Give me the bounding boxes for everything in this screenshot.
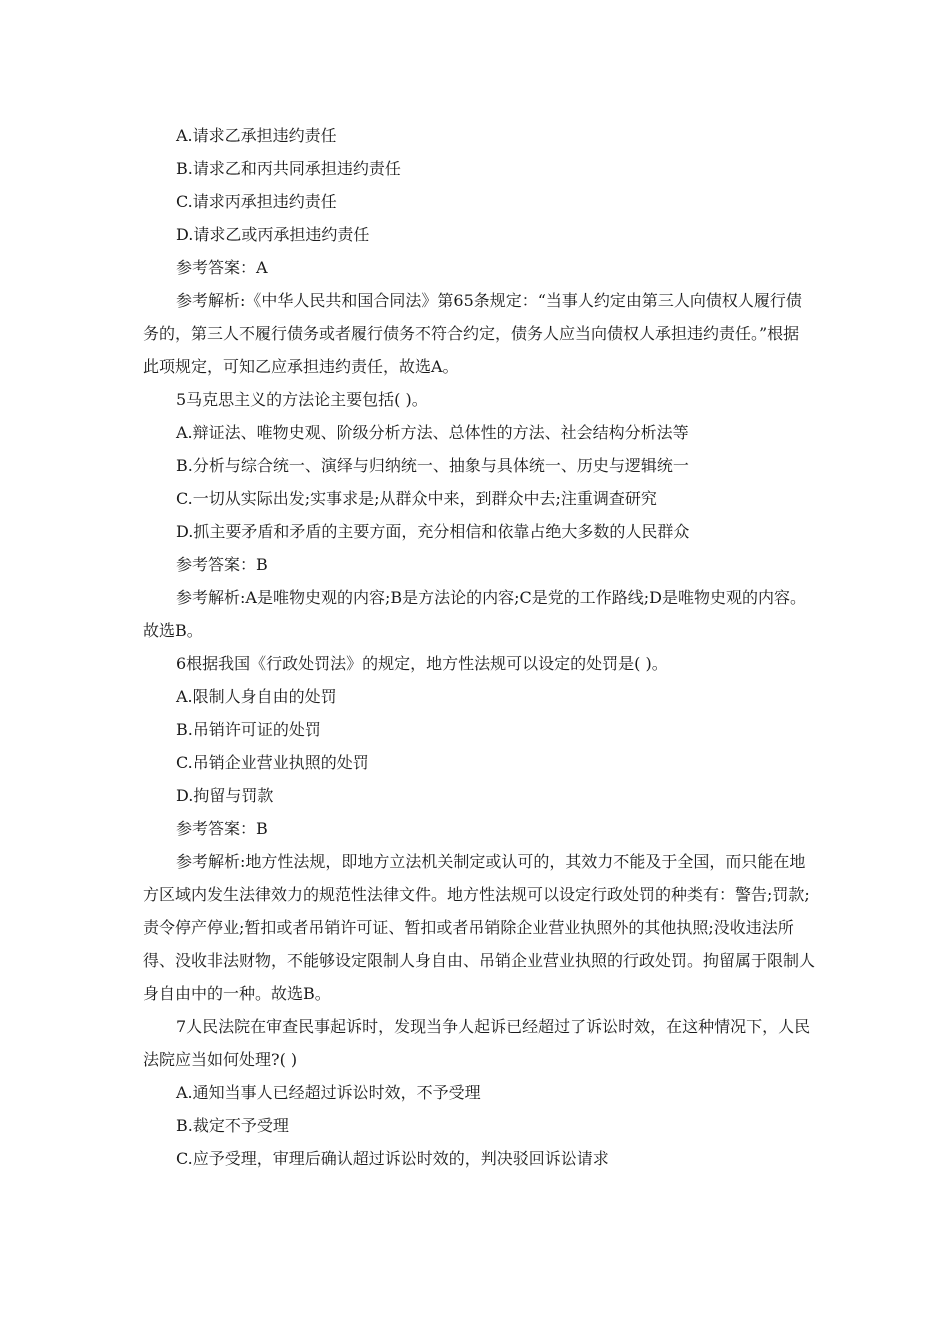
q6-option-d: D.拘留与罚款	[176, 786, 274, 805]
q7-question: 7人民法院在审查民事起诉时，发现当争人起诉已经超过了诉讼时效，在这种情况下，人民法院应当如何处理?( )	[143, 1017, 811, 1069]
q6-option-a: A.限制人身自由的处罚	[176, 687, 337, 706]
q5-option-d: D.抓主要矛盾和矛盾的主要方面，充分相信和依靠占绝大多数的人民群众	[176, 522, 690, 541]
q4-option-a: A.请求乙承担违约责任	[176, 126, 337, 145]
q5-option-b: B.分析与综合统一、演绎与归纳统一、抽象与具体统一、历史与逻辑统一	[176, 456, 689, 475]
q6-question: 6根据我国《行政处罚法》的规定，地方性法规可以设定的处罚是( )。	[176, 654, 668, 673]
q6-answer: 参考答案：B	[176, 819, 268, 838]
q6-explanation: 参考解析:地方性法规，即地方立法机关制定或认可的，其效力不能及于全国，而只能在地方区域内发生法律效力的规范性法律文件。地方性法规可以设定行政处罚的种类有：警告;罚款;责令停产停业;暂扣或者吊销许可证、暂扣或者吊销除企业营业执照外的其他执照;没收违法所得、没收非法财物，不能够设定限制人身自由、吊销企业营业执照的行政处罚。拘留属于限制人身自由中的一种。故选B。	[143, 852, 816, 1003]
q5-explanation: 参考解析:A是唯物史观的内容;B是方法论的内容;C是党的工作路线;D是唯物史观的内容。故选B。	[143, 588, 806, 640]
q4-option-c: C.请求丙承担违约责任	[176, 192, 337, 211]
q7-option-b: B.裁定不予受理	[176, 1116, 289, 1135]
document-body	[143, 119, 815, 1175]
q5-option-a: A.辩证法、唯物史观、阶级分析方法、总体性的方法、社会结构分析法等	[176, 423, 689, 442]
q7-option-a: A.通知当事人已经超过诉讼时效，不予受理	[176, 1083, 481, 1102]
q6-option-b: B.吊销许可证的处罚	[176, 720, 321, 739]
q4-option-b: B.请求乙和丙共同承担违约责任	[176, 159, 401, 178]
q6-option-c: C.吊销企业营业执照的处罚	[176, 753, 369, 772]
q4-option-d: D.请求乙或丙承担违约责任	[176, 225, 370, 244]
q4-explanation: 参考解析:《中华人民共和国合同法》第65条规定：“当事人约定由第三人向债权人履行债务的，第三人不履行债务或者履行债务不符合约定，债务人应当向债权人承担违约责任。”根据此项规定，可知乙应承担违约责任，故选A。	[143, 291, 802, 376]
q4-answer: 参考答案：A	[176, 258, 268, 277]
q5-question: 5马克思主义的方法论主要包括( )。	[176, 390, 428, 409]
q7-option-c: C.应予受理，审理后确认超过诉讼时效的，判决驳回诉讼请求	[176, 1149, 609, 1168]
q5-answer: 参考答案：B	[176, 555, 268, 574]
q5-option-c: C.一切从实际出发;实事求是;从群众中来，到群众中去;注重调查研究	[176, 489, 657, 508]
